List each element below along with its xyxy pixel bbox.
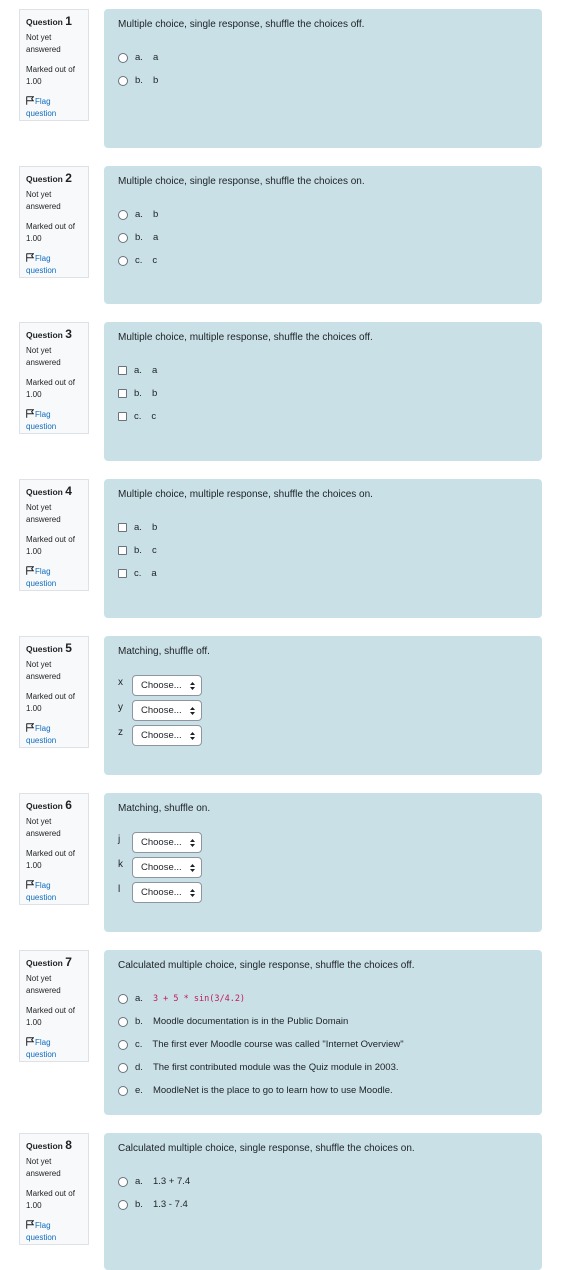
question-number-value: 2 bbox=[65, 171, 72, 185]
option-letter: b. bbox=[134, 388, 142, 399]
question-label: Question bbox=[26, 644, 63, 654]
question-number-value: 8 bbox=[65, 1138, 72, 1152]
question-label: Question bbox=[26, 1141, 63, 1151]
radio-button[interactable] bbox=[118, 1063, 128, 1073]
question-number-value: 3 bbox=[65, 327, 72, 341]
matching-row bbox=[118, 830, 528, 855]
question-text: Calculated multiple choice, single response, shuffle the choices off. bbox=[118, 960, 415, 971]
answer-option[interactable] bbox=[118, 359, 528, 382]
flag-question-link[interactable] bbox=[26, 1037, 82, 1061]
option-text: The first ever Moodle course was called "Internet Overview" bbox=[152, 1039, 404, 1050]
answer-option[interactable] bbox=[118, 1033, 528, 1056]
matching-select[interactable] bbox=[132, 675, 202, 696]
question-content bbox=[104, 950, 542, 1115]
option-text: c bbox=[151, 545, 157, 556]
answer-option[interactable] bbox=[118, 539, 528, 562]
select-caret-icon bbox=[190, 838, 195, 848]
checkbox[interactable] bbox=[118, 569, 127, 578]
question-grade: Marked out of 1.00 bbox=[26, 849, 75, 870]
question-info bbox=[19, 479, 89, 591]
question-info bbox=[19, 950, 89, 1062]
answer-option[interactable] bbox=[118, 382, 528, 405]
answer-option[interactable] bbox=[118, 249, 528, 272]
question-state: Not yet answered bbox=[26, 503, 61, 524]
option-letter: a. bbox=[135, 1176, 143, 1187]
flag-question-link[interactable] bbox=[26, 723, 82, 747]
question-text: Matching, shuffle on. bbox=[118, 803, 211, 814]
flag-question-link[interactable] bbox=[26, 566, 82, 590]
option-letter: b. bbox=[135, 1199, 143, 1210]
option-letter: c. bbox=[135, 255, 143, 266]
matching-stem: k bbox=[118, 859, 123, 870]
option-text: a bbox=[151, 568, 157, 579]
question-content bbox=[104, 479, 542, 618]
option-text: b bbox=[151, 388, 158, 399]
question-label: Question bbox=[26, 17, 63, 27]
select-value: Choose... bbox=[141, 862, 182, 873]
answer-option[interactable] bbox=[118, 562, 528, 585]
option-text: 1.3 + 7.4 bbox=[152, 1176, 191, 1187]
flag-icon bbox=[26, 723, 34, 732]
option-text: 1.3 - 7.4 bbox=[152, 1199, 188, 1210]
flag-icon bbox=[26, 566, 34, 575]
flag-label: Flag question bbox=[26, 567, 57, 588]
question-number bbox=[26, 1139, 82, 1152]
radio-button[interactable] bbox=[118, 1086, 128, 1096]
option-letter: a. bbox=[134, 522, 142, 533]
radio-button[interactable] bbox=[118, 1040, 128, 1050]
option-text: a bbox=[152, 52, 159, 63]
question-content bbox=[104, 636, 542, 775]
flag-label: Flag question bbox=[26, 724, 57, 745]
select-caret-icon bbox=[190, 706, 195, 716]
flag-label: Flag question bbox=[26, 254, 57, 275]
answer-option[interactable] bbox=[118, 1079, 528, 1102]
question-label: Question bbox=[26, 330, 63, 340]
matching-select[interactable] bbox=[132, 882, 202, 903]
question-content bbox=[104, 1133, 542, 1270]
answer-option[interactable] bbox=[118, 46, 528, 69]
question-state: Not yet answered bbox=[26, 190, 61, 211]
question-text: Multiple choice, single response, shuffle the choices off. bbox=[118, 19, 365, 30]
answer-option[interactable] bbox=[118, 1170, 528, 1193]
question-text: Calculated multiple choice, single response, shuffle the choices on. bbox=[118, 1143, 415, 1154]
option-letter: e. bbox=[135, 1085, 143, 1096]
question-number-value: 5 bbox=[65, 641, 72, 655]
question-grade: Marked out of 1.00 bbox=[26, 692, 75, 713]
select-value: Choose... bbox=[141, 837, 182, 848]
checkbox[interactable] bbox=[118, 523, 127, 532]
flag-label: Flag question bbox=[26, 97, 57, 118]
flag-question-link[interactable] bbox=[26, 253, 82, 277]
option-letter: a. bbox=[135, 52, 143, 63]
question-number bbox=[26, 485, 82, 498]
option-letter: d. bbox=[135, 1062, 143, 1073]
select-value: Choose... bbox=[141, 680, 182, 691]
answer-option[interactable] bbox=[118, 226, 528, 249]
question-state: Not yet answered bbox=[26, 974, 61, 995]
select-caret-icon bbox=[190, 731, 195, 741]
checkbox[interactable] bbox=[118, 389, 127, 398]
option-text: b bbox=[152, 209, 159, 220]
radio-button[interactable] bbox=[118, 1200, 128, 1210]
flag-icon bbox=[26, 253, 34, 262]
option-letter: c. bbox=[134, 568, 142, 579]
answer-option[interactable] bbox=[118, 987, 528, 1010]
option-letter: c. bbox=[135, 1039, 143, 1050]
matching-select[interactable] bbox=[132, 700, 202, 721]
radio-button[interactable] bbox=[118, 994, 128, 1004]
option-text: b bbox=[152, 75, 159, 86]
flag-icon bbox=[26, 96, 34, 105]
answer-option[interactable] bbox=[118, 1056, 528, 1079]
question-number-value: 7 bbox=[65, 955, 72, 969]
matching-row bbox=[118, 880, 528, 905]
answer-option[interactable] bbox=[118, 69, 528, 92]
option-text: Moodle documentation is in the Public Domain bbox=[152, 1016, 349, 1027]
select-value: Choose... bbox=[141, 705, 182, 716]
answer-option[interactable] bbox=[118, 516, 528, 539]
question-content bbox=[104, 166, 542, 304]
question-info bbox=[19, 1133, 89, 1245]
checkbox[interactable] bbox=[118, 412, 127, 421]
question-grade: Marked out of 1.00 bbox=[26, 1189, 75, 1210]
flag-icon bbox=[26, 1220, 34, 1229]
question-label: Question bbox=[26, 174, 63, 184]
question-number bbox=[26, 799, 82, 812]
question-text: Multiple choice, multiple response, shuffle the choices on. bbox=[118, 489, 373, 500]
question-number-value: 1 bbox=[65, 14, 72, 28]
flag-icon bbox=[26, 409, 34, 418]
matching-stem: j bbox=[118, 834, 121, 845]
question-content bbox=[104, 793, 542, 932]
flag-icon bbox=[26, 1037, 34, 1046]
option-code: 3 + 5 * sin(3/4.2) bbox=[152, 993, 246, 1004]
option-text: a bbox=[152, 232, 159, 243]
question-number bbox=[26, 956, 82, 969]
option-text: The first contributed module was the Quiz module in 2003. bbox=[152, 1062, 399, 1073]
question-number-value: 4 bbox=[65, 484, 72, 498]
question-content bbox=[104, 322, 542, 461]
question-info bbox=[19, 636, 89, 748]
option-letter: b. bbox=[135, 1016, 143, 1027]
question-grade: Marked out of 1.00 bbox=[26, 378, 75, 399]
option-letter: a. bbox=[135, 993, 143, 1004]
question-number bbox=[26, 328, 82, 341]
matching-row bbox=[118, 698, 528, 723]
question-state: Not yet answered bbox=[26, 346, 61, 367]
question-content bbox=[104, 9, 542, 148]
question-state: Not yet answered bbox=[26, 1157, 61, 1178]
flag-label: Flag question bbox=[26, 881, 57, 902]
option-letter: a. bbox=[135, 209, 143, 220]
question-grade: Marked out of 1.00 bbox=[26, 1006, 75, 1027]
answer-option[interactable] bbox=[118, 203, 528, 226]
option-letter: c. bbox=[134, 411, 142, 422]
question-info bbox=[19, 793, 89, 905]
matching-row bbox=[118, 855, 528, 880]
question-state: Not yet answered bbox=[26, 817, 61, 838]
select-caret-icon bbox=[190, 863, 195, 873]
question-grade: Marked out of 1.00 bbox=[26, 222, 75, 243]
option-text: c bbox=[151, 411, 157, 422]
flag-question-link[interactable] bbox=[26, 880, 82, 904]
answer-option[interactable] bbox=[118, 1010, 528, 1033]
flag-label: Flag question bbox=[26, 410, 57, 431]
option-letter: b. bbox=[135, 75, 143, 86]
question-text: Multiple choice, multiple response, shuffle the choices off. bbox=[118, 332, 373, 343]
question-label: Question bbox=[26, 958, 63, 968]
select-caret-icon bbox=[190, 888, 195, 898]
matching-select[interactable] bbox=[132, 832, 202, 853]
question-text: Multiple choice, single response, shuffle the choices on. bbox=[118, 176, 365, 187]
radio-button[interactable] bbox=[118, 76, 128, 86]
radio-button[interactable] bbox=[118, 256, 128, 266]
option-text: b bbox=[151, 522, 158, 533]
flag-label: Flag question bbox=[26, 1038, 57, 1059]
radio-button[interactable] bbox=[118, 1177, 128, 1187]
question-number bbox=[26, 642, 82, 655]
matching-row bbox=[118, 673, 528, 698]
option-text: a bbox=[151, 365, 158, 376]
question-state: Not yet answered bbox=[26, 33, 61, 54]
radio-button[interactable] bbox=[118, 53, 128, 63]
matching-select[interactable] bbox=[132, 857, 202, 878]
question-number bbox=[26, 15, 82, 28]
checkbox[interactable] bbox=[118, 546, 127, 555]
flag-label: Flag question bbox=[26, 1221, 57, 1242]
matching-select[interactable] bbox=[132, 725, 202, 746]
matching-row bbox=[118, 723, 528, 748]
question-info bbox=[19, 9, 89, 121]
question-label: Question bbox=[26, 801, 63, 811]
option-letter: a. bbox=[134, 365, 142, 376]
option-letter: b. bbox=[134, 545, 142, 556]
answer-option[interactable] bbox=[118, 1193, 528, 1216]
answer-option[interactable] bbox=[118, 405, 528, 428]
option-text: c bbox=[152, 255, 158, 266]
flag-question-link[interactable] bbox=[26, 1220, 82, 1244]
option-letter: b. bbox=[135, 232, 143, 243]
flag-icon bbox=[26, 880, 34, 889]
question-state: Not yet answered bbox=[26, 660, 61, 681]
flag-question-link[interactable] bbox=[26, 96, 82, 120]
question-info bbox=[19, 322, 89, 434]
question-number bbox=[26, 172, 82, 185]
matching-stem: y bbox=[118, 702, 123, 713]
question-text: Matching, shuffle off. bbox=[118, 646, 210, 657]
select-value: Choose... bbox=[141, 887, 182, 898]
question-label: Question bbox=[26, 487, 63, 497]
flag-question-link[interactable] bbox=[26, 409, 82, 433]
question-info bbox=[19, 166, 89, 278]
matching-stem: l bbox=[118, 884, 121, 895]
option-text: MoodleNet is the place to go to learn how to use Moodle. bbox=[152, 1085, 393, 1096]
question-grade: Marked out of 1.00 bbox=[26, 535, 75, 556]
checkbox[interactable] bbox=[118, 366, 127, 375]
radio-button[interactable] bbox=[118, 210, 128, 220]
matching-stem: z bbox=[118, 727, 123, 738]
radio-button[interactable] bbox=[118, 233, 128, 243]
select-value: Choose... bbox=[141, 730, 182, 741]
question-number-value: 6 bbox=[65, 798, 72, 812]
radio-button[interactable] bbox=[118, 1017, 128, 1027]
select-caret-icon bbox=[190, 681, 195, 691]
question-grade: Marked out of 1.00 bbox=[26, 65, 75, 86]
matching-stem: x bbox=[118, 677, 123, 688]
